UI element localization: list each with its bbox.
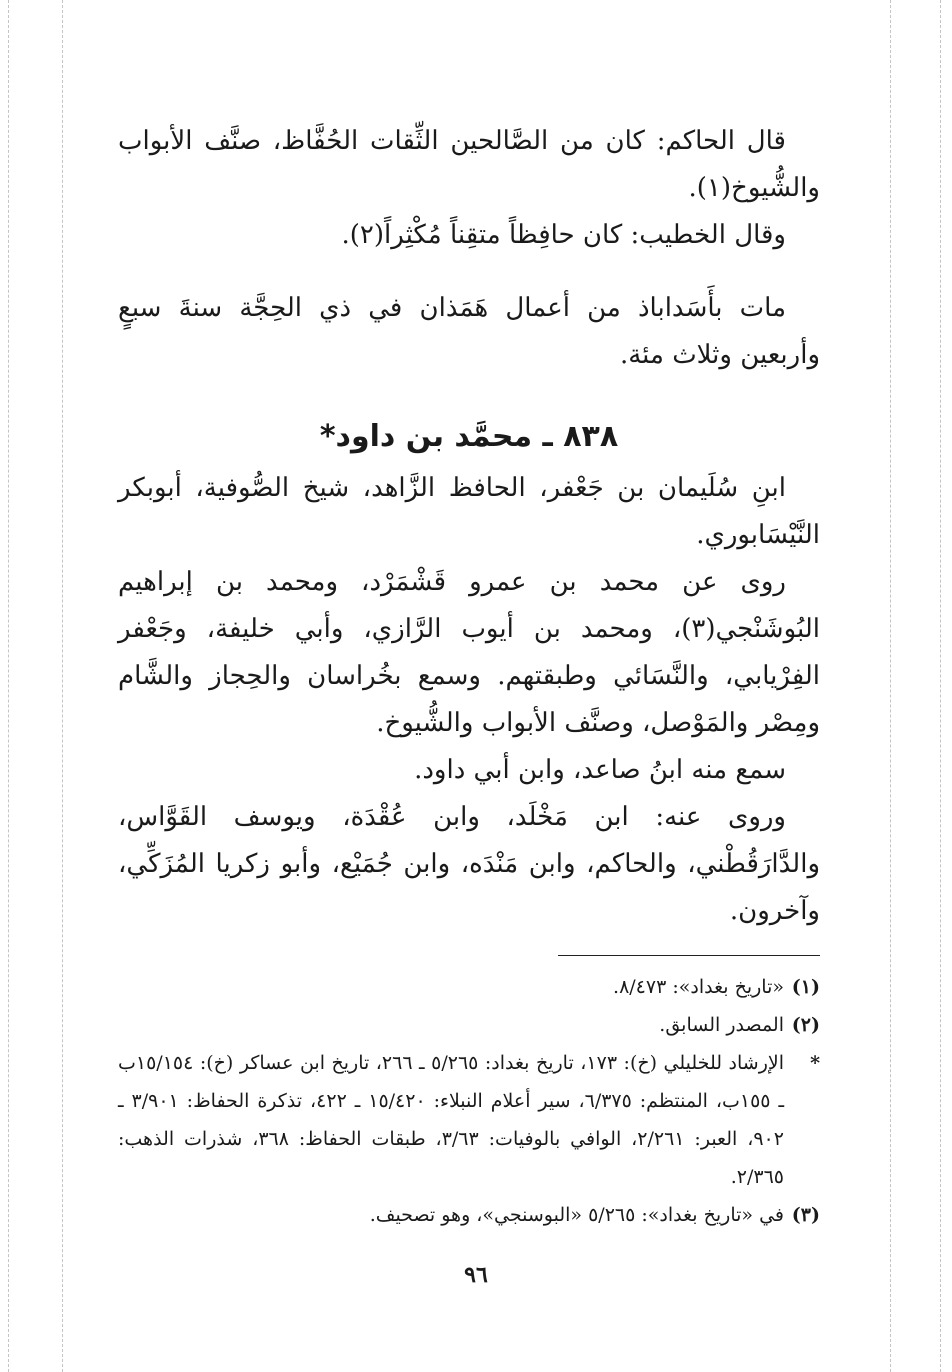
paragraph-narrators: وروى عنه: ابن مَخْلَد، وابن عُقْدَة، ويوسف القَوَّاس، والدَّارَقُطْني، والحاكم، وابن مَنْدَه، وابن جُمَيْع، وأبو زكريا المُزَكِّي، وآخرون. — [118, 802, 820, 926]
footnote-text: «تاريخ بغداد»: ٨/٤٧٣. — [613, 976, 784, 998]
footnote-sources — [118, 1044, 820, 1196]
paragraph-death-note: مات بأَسَداباذ من أعمال هَمَذان في ذي الحِجَّة سنةَ سبعٍ وأربعين وثلاث مئة. — [118, 293, 820, 370]
page-number: ٩٦ — [464, 1262, 488, 1288]
paragraph-narrated-from: روى عن محمد بن عمرو قَشْمَرْد، ومحمد بن إبراهيم البُوشَنْجي(٣)، ومحمد بن أيوب الرَّازي، وأبي خليفة، وجَعْفر الفِرْيابي، والنَّسَائي وطبقتهم. وسمع بخُراسان والحِجاز والشَّام ومِصْر والمَوْصل، وصنَّف الأبواب والشُّيوخ. — [118, 567, 820, 738]
paragraph-heard-from: سمع منه ابنُ صاعد، وابن أبي داود. — [414, 755, 786, 785]
footnote-text: المصدر السابق. — [659, 1014, 784, 1036]
paragraph-khatib-quote: وقال الخطيب: كان حافِظاً متقِناً مُكْثِراً(٢). — [341, 220, 786, 250]
footnote-text: الإرشاد للخليلي (خ): ١٧٣، تاريخ بغداد: ٥/٢٦٥ ـ ٢٦٦، تاريخ ابن عساكر (خ): ١٥/١٥٤ب ـ ١٥٥ب، المنتظم: ٦/٣٧٥، سير أعلام النبلاء: ١٥/٤٢٠ ـ ٤٢٢، تذكرة الحفاظ: ٣/٩٠١ ـ ٩٠٢، العبر: ٢/٢٦١، الوافي بالوفيات: ٣/٦٣، طبقات الحفاظ: ٣٦٨، شذرات الذهب: ٢/٣٦٥. — [118, 1052, 785, 1188]
margin-guide-left-inner — [62, 0, 63, 1372]
footnote-separator — [558, 955, 820, 956]
book-page — [118, 118, 820, 1234]
margin-guide-right-outer — [940, 0, 941, 1372]
footnote-marker: (٣) — [791, 1204, 820, 1226]
footnote-marker: (١) — [791, 976, 820, 998]
footnote-text: في «تاريخ بغداد»: ٥/٢٦٥ «البوسنجي»، وهو تصحيف. — [369, 1204, 784, 1226]
footnotes — [118, 968, 820, 1234]
footnote-3 — [118, 1196, 820, 1234]
footnote-marker: (٢) — [791, 1014, 820, 1036]
margin-guide-left-outer — [8, 0, 9, 1372]
margin-guide-right-inner — [890, 0, 891, 1372]
footnote-2 — [118, 1006, 820, 1044]
entry-heading: ٨٣٨ ـ محمَّد بن داود* — [319, 419, 619, 454]
paragraph-hakim-quote: قال الحاكم: كان من الصَّالحين الثِّقات الحُفَّاظ، صنَّف الأبواب والشُّيوخ(١). — [118, 126, 820, 203]
footnote-marker: * — [810, 1052, 820, 1074]
paragraph-lineage: ابنِ سُلَيمان بن جَعْفر، الحافظ الزَّاهد، شيخ الصُّوفية، أبوبكر النَّيْسَابوري. — [118, 473, 820, 550]
footnote-1 — [118, 968, 820, 1006]
